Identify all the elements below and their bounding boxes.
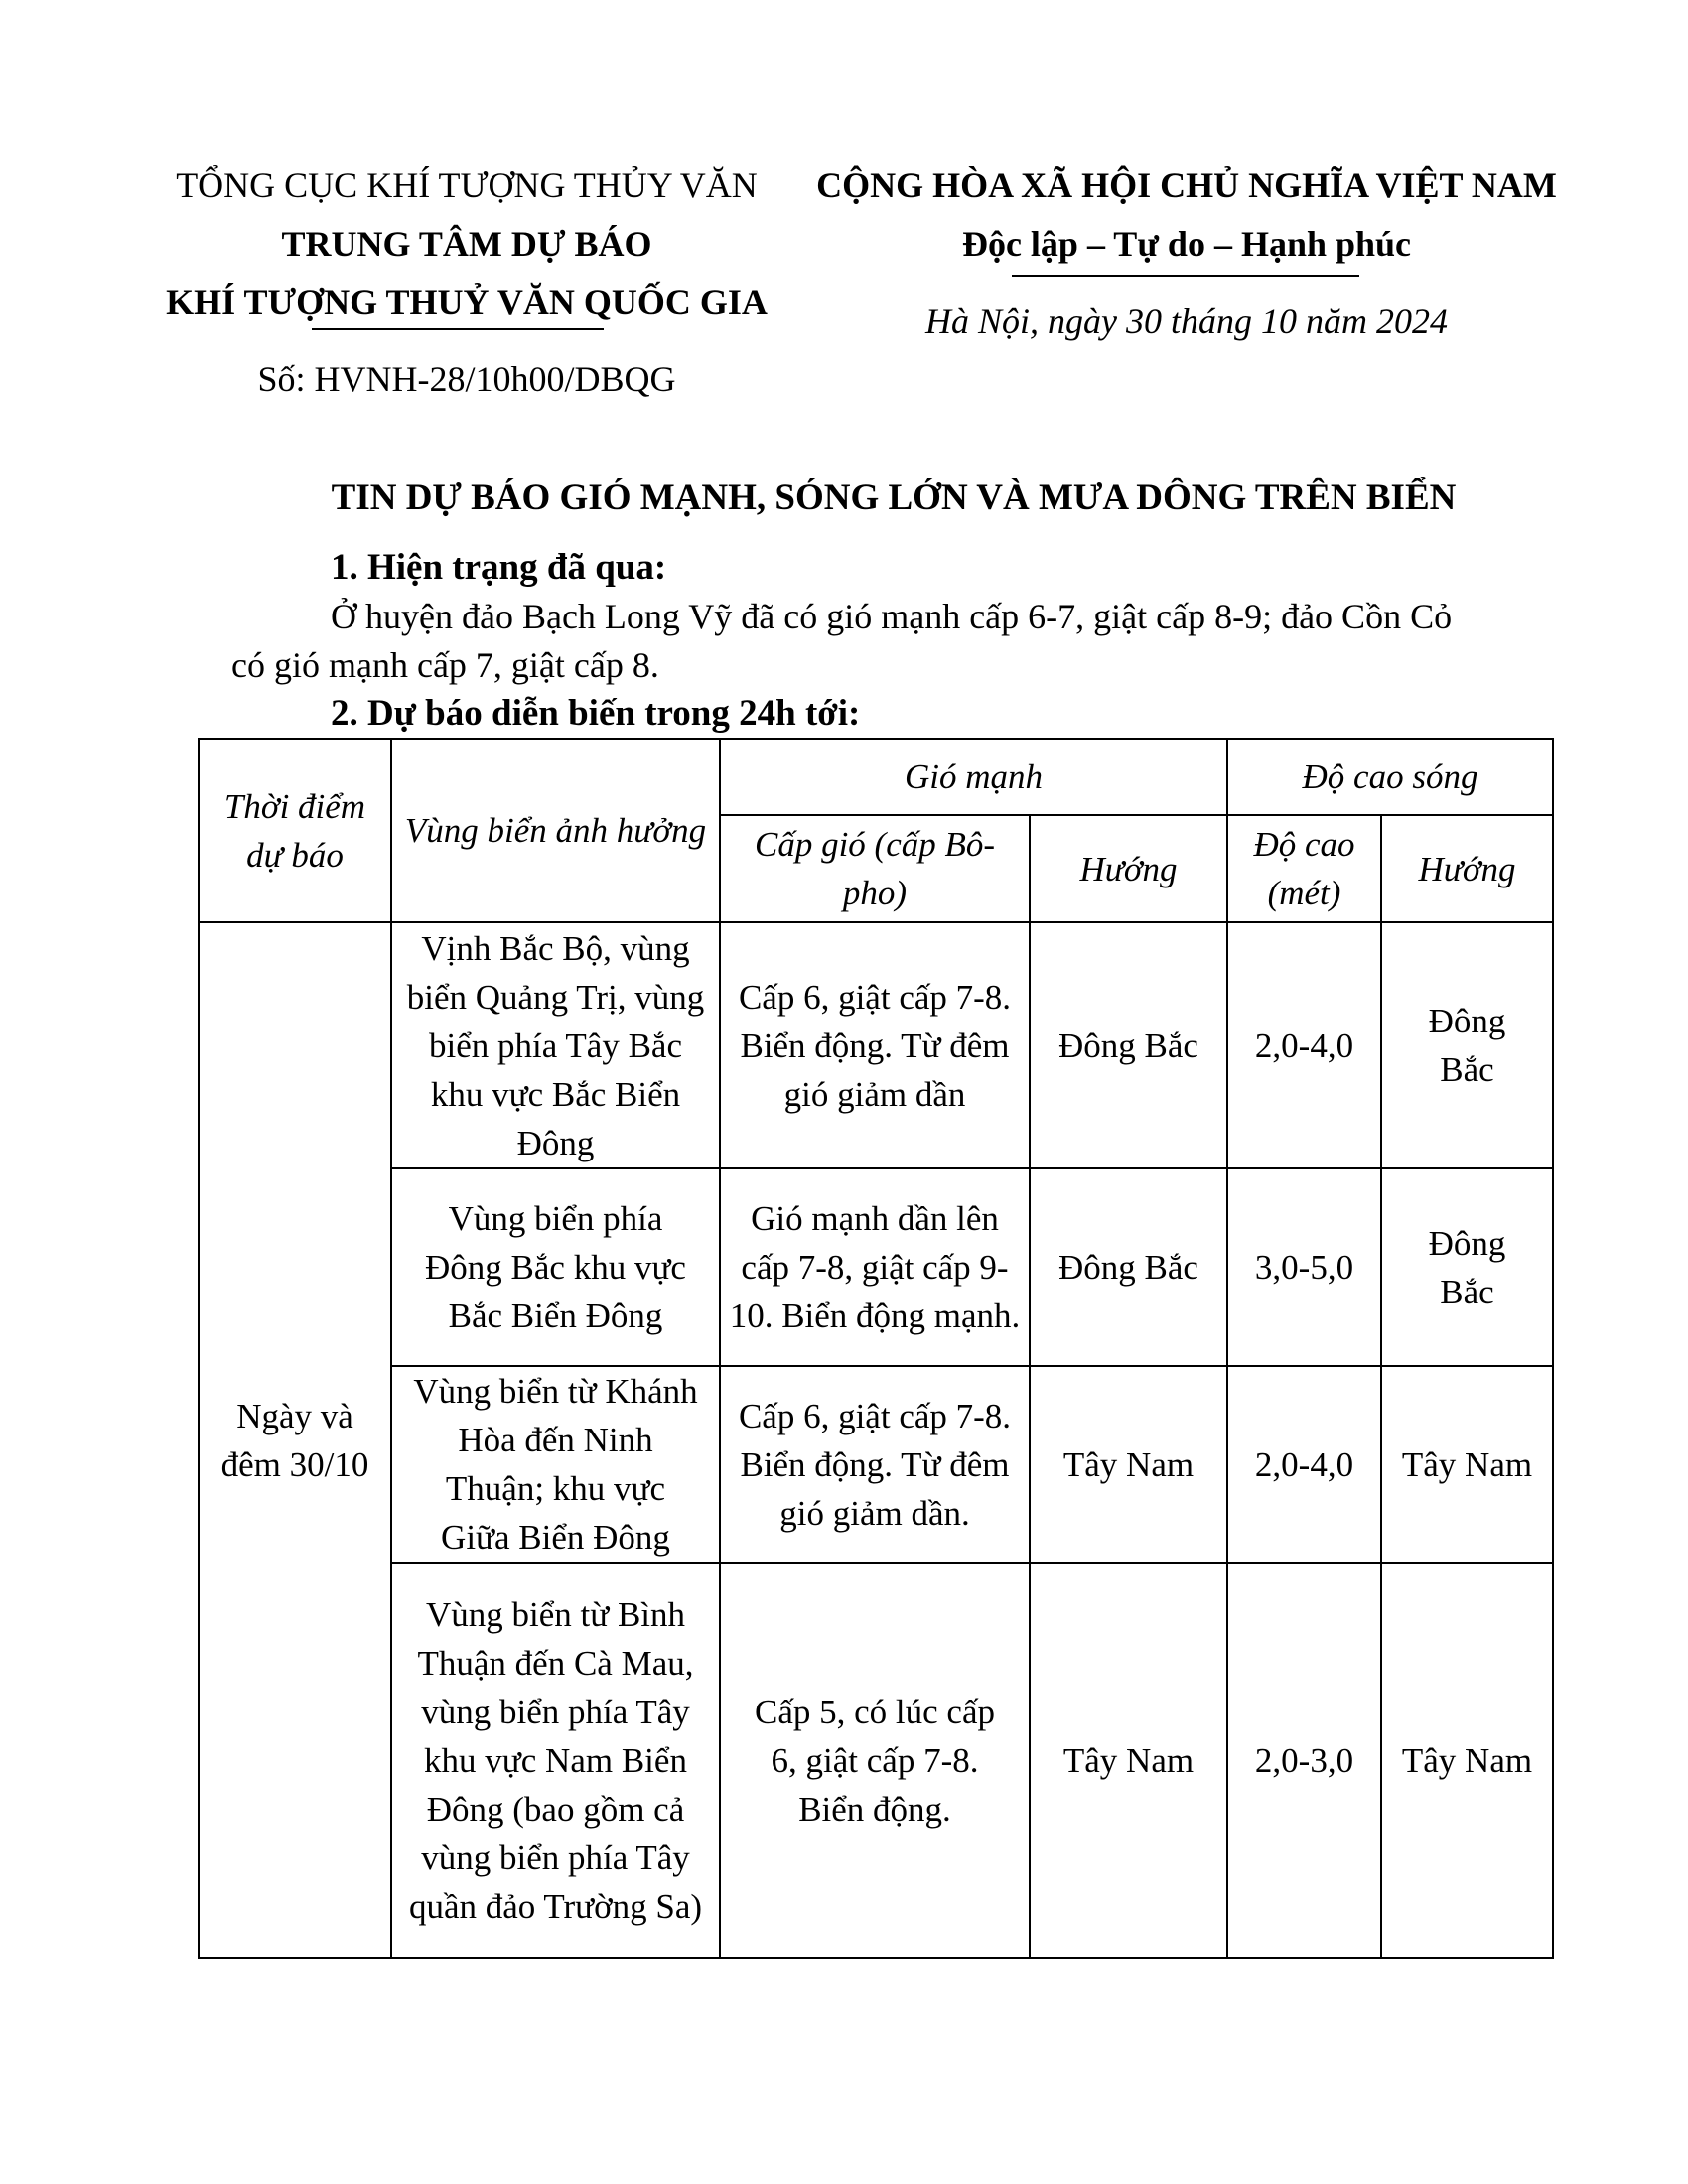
section2-heading: 2. Dự báo diễn biến trong 24h tới:	[331, 693, 861, 734]
right-header-underline	[1012, 275, 1359, 277]
header-wave-group: Độ cao sóng	[1227, 739, 1553, 815]
row-wave-height: 2,0-4,0	[1227, 922, 1381, 1168]
section1-line1: Ở huyện đảo Bạch Long Vỹ đã có gió mạnh cấp 6-7, giật cấp 8-9; đảo Cồn Cỏ	[331, 597, 1453, 636]
row-wave-height: 2,0-4,0	[1227, 1366, 1381, 1563]
table-row	[199, 1563, 1553, 1958]
table-row	[199, 1366, 1553, 1563]
row-region: Vùng biển từ Khánh Hòa đến Ninh Thuận; khu vực Giữa Biển Đông	[391, 1366, 720, 1563]
row-wind-direction: Tây Nam	[1030, 1563, 1227, 1958]
row-wave-direction: Tây Nam	[1381, 1366, 1553, 1563]
row-wind-direction: Đông Bắc	[1030, 1168, 1227, 1366]
row-region: Vùng biển phía Đông Bắc khu vực Bắc Biển Đông	[391, 1168, 720, 1366]
header-wind-group: Gió mạnh	[720, 739, 1227, 815]
row-wave-direction: Đông Bắc	[1381, 1168, 1553, 1366]
document-title: TIN DỰ BÁO GIÓ MẠNH, SÓNG LỚN VÀ MƯA DÔNG TRÊN BIỂN	[331, 478, 1457, 518]
forecast-time: Ngày và đêm 30/10	[199, 922, 391, 1958]
agency-name: TỔNG CỤC KHÍ TƯỢNG THỦY VĂN	[176, 165, 758, 205]
center-name-line2: KHÍ TƯỢNG THUỶ VĂN QUỐC GIA	[166, 282, 768, 322]
section1-heading: 1. Hiện trạng đã qua:	[331, 547, 667, 588]
document-number: Số: HVNH-28/10h00/DBQG	[257, 359, 676, 399]
row-wind-direction: Tây Nam	[1030, 1366, 1227, 1563]
center-name-line1: TRUNG TÂM DỰ BÁO	[281, 224, 652, 264]
forecast-table	[198, 738, 1554, 1959]
row-wind-direction: Đông Bắc	[1030, 922, 1227, 1168]
left-header-underline	[312, 328, 604, 330]
place-and-date: Hà Nội, ngày 30 tháng 10 năm 2024	[925, 301, 1448, 341]
table-row	[199, 1168, 1553, 1366]
row-wind-level: Cấp 6, giật cấp 7-8. Biển động. Từ đêm gió giảm dần.	[720, 1366, 1030, 1563]
section1-line2: có gió mạnh cấp 7, giật cấp 8.	[231, 645, 659, 685]
header-wave-height: Độ cao (mét)	[1227, 815, 1381, 922]
row-wave-height: 3,0-5,0	[1227, 1168, 1381, 1366]
row-wind-level: Cấp 6, giật cấp 7-8. Biển động. Từ đêm gió giảm dần	[720, 922, 1030, 1168]
header-region: Vùng biển ảnh hưởng	[391, 739, 720, 922]
row-wind-level: Gió mạnh dần lên cấp 7-8, giật cấp 9-10. Biển động mạnh.	[720, 1168, 1030, 1366]
row-region: Vùng biển từ Bình Thuận đến Cà Mau, vùng biển phía Tây khu vực Nam Biển Đông (bao gồm cả vùng biển phía Tây quần đảo Trường Sa)	[391, 1563, 720, 1958]
header-wave-direction: Hướng	[1381, 815, 1553, 922]
national-motto: Độc lập – Tự do – Hạnh phúc	[961, 224, 1412, 264]
row-wave-direction: Đông Bắc	[1381, 922, 1553, 1168]
row-wave-height: 2,0-3,0	[1227, 1563, 1381, 1958]
header-time: Thời điểm dự báo	[199, 739, 391, 922]
row-region: Vịnh Bắc Bộ, vùng biển Quảng Trị, vùng biển phía Tây Bắc khu vực Bắc Biển Đông	[391, 922, 720, 1168]
header-wind-level: Cấp gió (cấp Bô-pho)	[720, 815, 1030, 922]
row-wind-level: Cấp 5, có lúc cấp 6, giật cấp 7-8. Biển động.	[720, 1563, 1030, 1958]
row-wave-direction: Tây Nam	[1381, 1563, 1553, 1958]
republic-name: CỘNG HÒA XÃ HỘI CHỦ NGHĨA VIỆT NAM	[816, 165, 1557, 205]
header-wind-direction: Hướng	[1030, 815, 1227, 922]
table-row	[199, 922, 1553, 1168]
